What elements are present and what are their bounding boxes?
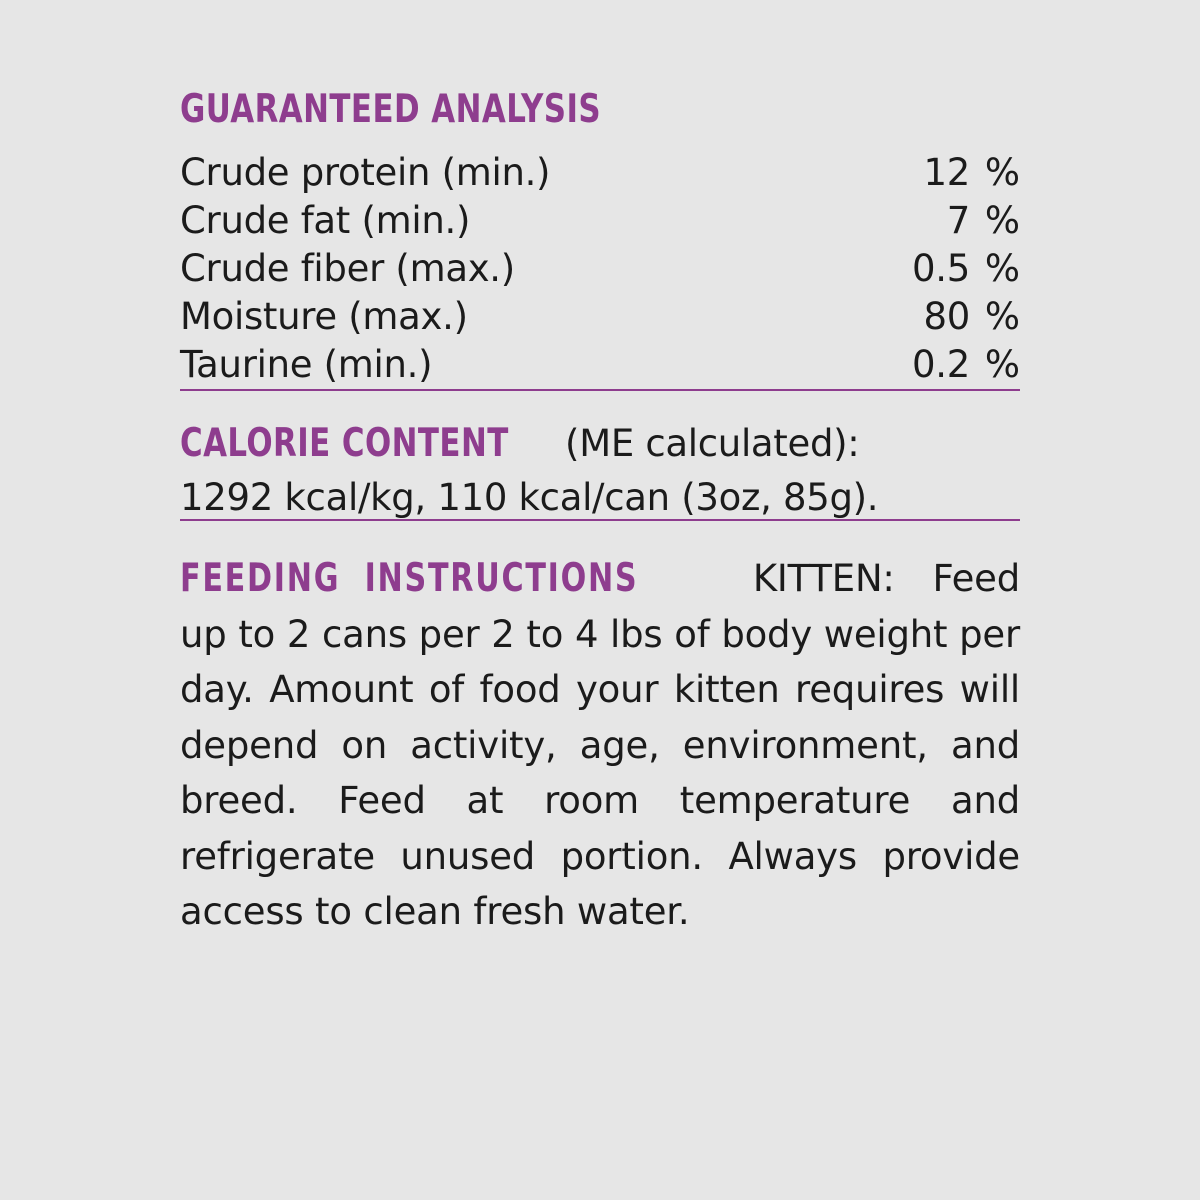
feeding-instructions-section: [180, 551, 1020, 940]
nutrient-unit: %: [984, 151, 1020, 194]
nutrient-name: Crude fiber (max.): [180, 247, 515, 291]
table-row: [180, 197, 1020, 245]
nutrient-name: Taurine (min.): [180, 343, 433, 387]
nutrient-value: 7: [946, 199, 970, 243]
feeding-instructions-body: KITTEN: Feed up to 2 cans per 2 to 4 lbs of body weight per day. Amount of food your kitten requires will depend on activity, age, environment, and breed. Feed at room temperature and refrigerate unused portion. Always provide access to clean fresh water.: [180, 557, 1020, 934]
guaranteed-analysis-table: [180, 149, 1020, 389]
nutrient-name: Moisture (max.): [180, 295, 468, 339]
nutrient-unit: %: [984, 343, 1020, 387]
guaranteed-analysis-section: [180, 87, 1020, 389]
nutrient-name: Crude fat (min.): [180, 199, 471, 243]
calorie-content-heading-tail: (ME calculated):: [553, 422, 860, 466]
calorie-content-value: 1292 kcal/kg, 110 kcal/can (3oz, 85g).: [180, 476, 879, 520]
table-row: [180, 341, 1020, 389]
nutrient-unit: %: [984, 295, 1020, 339]
guaranteed-analysis-heading: GUARANTEED ANALYSIS: [180, 87, 602, 132]
table-row: [180, 293, 1020, 341]
feeding-instructions-heading: FEEDING INSTRUCTIONS: [180, 556, 639, 602]
nutrient-value: 12: [923, 151, 970, 194]
calorie-content-heading-line: [180, 423, 1020, 466]
nutrient-unit: %: [984, 199, 1020, 243]
divider-rule-bottom: [180, 519, 1020, 521]
calorie-content-heading: CALORIE CONTENT: [180, 421, 509, 467]
table-row: [180, 149, 1020, 197]
table-row: [180, 245, 1020, 293]
nutrient-value: 0.5: [912, 247, 970, 291]
nutrient-name: Crude protein (min.): [180, 151, 551, 194]
nutrient-value: 80: [923, 295, 970, 339]
pet-food-label-panel: [180, 87, 1020, 940]
nutrient-value: 0.2: [912, 343, 970, 387]
nutrient-unit: %: [984, 247, 1020, 291]
divider-rule-top: [180, 389, 1020, 391]
calorie-content-section: [180, 423, 1020, 519]
